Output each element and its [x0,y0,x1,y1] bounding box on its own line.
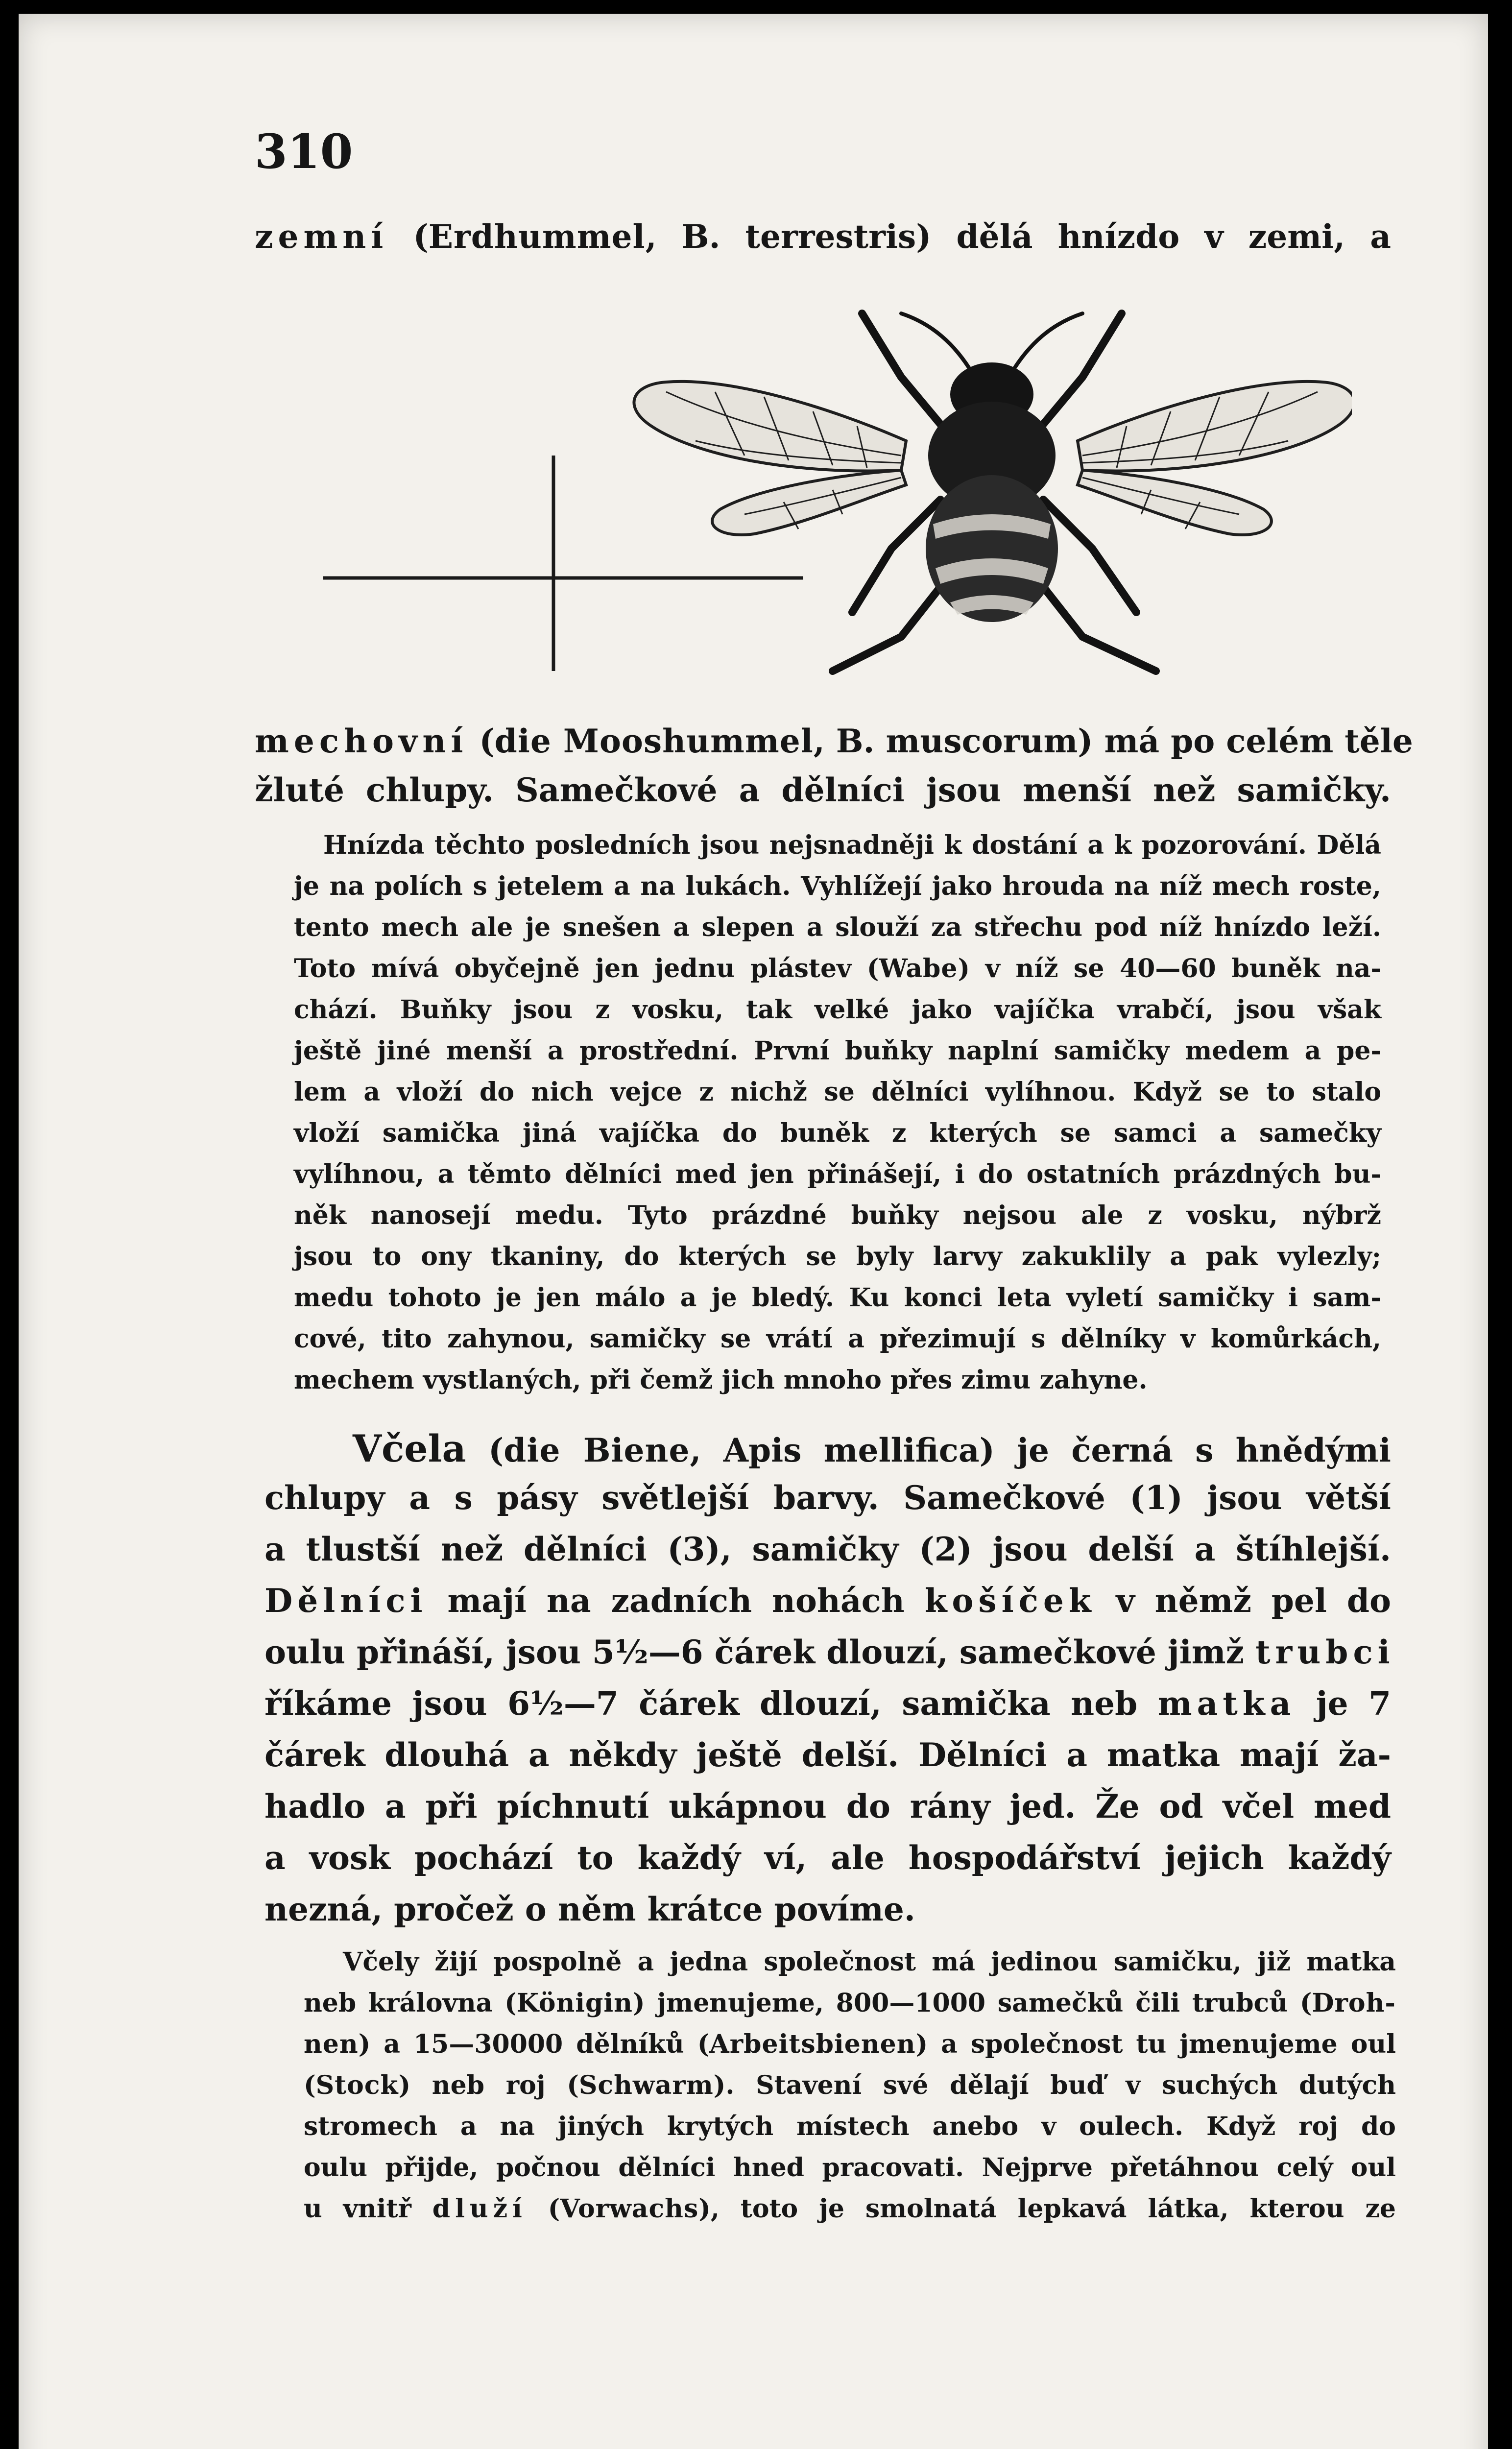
term-word: mechovní [255,722,468,760]
text-line: čárek dlouhá a někdy ještě delší. Dělníci a matka mají ža- [264,1736,1391,1774]
german-term: Stock [315,2070,399,2100]
text-line: vylíhnou, a těmto dělníci med jen přinášejí, i do ostatních prázdných bu- [294,1159,1381,1189]
size-marker-cross [323,456,803,671]
text-line: a vosk pochází to každý ví, ale hospodářství jejich každý [264,1839,1391,1877]
text-line: jsou to ony tkaniny, do kterých se byly larvy zakuklily a pak vylezly; [294,1242,1381,1272]
text-line: žluté chlupy. Samečkové a dělníci jsou menší než samičky. [255,771,1391,809]
text-line: chází. Buňky jsou z vosku, tak velké jako vajíčka vrabčí, jsou však [294,995,1381,1025]
left-wing [634,382,906,535]
right-wing [1078,382,1352,535]
term-word: dluží [432,2194,527,2224]
german-term: Vorwachs [560,2194,699,2224]
text-line: Dělníci mají na zadních nohách košíček v němž pel do [264,1582,1391,1620]
german-term: die Mooshummel [494,722,814,760]
text-line: hadlo a při píchnutí ukápnou do rány jed. Že od včel med [264,1787,1391,1825]
text-line: mechem vystlaných, při čemž jich mnoho přes zimu zahyne. [294,1365,1148,1395]
german-term: nen [304,2029,359,2059]
term-word: matka [1157,1684,1296,1723]
text-line: je na polích s jetelem a na lukách. Vyhlížejí jako hrouda na níž mech roste, [294,871,1381,901]
text-line: nezná, pročež o něm krátce povíme. [264,1890,915,1928]
german-term: Arbeitsbienen [709,2029,916,2059]
text-line: medu tohoto je jen málo a je bledý. Ku konci leta vyletí samičky i sam- [294,1283,1381,1313]
text-line: Včela (die Biene, Apis mellifica) je černá s hnědými [353,1427,1391,1470]
page-number: 310 [255,124,353,179]
text-line: cové, tito zahynou, samičky se vrátí a přezimují s dělníky v komůrkách, [294,1324,1381,1354]
term-word: Včela [353,1427,466,1470]
text-line: oulu přináší, jsou 5½—6 čárek dlouzí, samečkové jimž trubci [264,1633,1395,1671]
text-line: tento mech ale je snešen a slepen a slouží za střechu pod níž hnízdo leží. [294,912,1381,942]
text-line: Včely žijí pospolně a jedna společnost má jedinou samičku, již matka [343,1947,1396,1977]
german-term: Erdhummel [428,217,646,256]
text-line: říkáme jsou 6½—7 čárek dlouzí, samička neb matka je 7 [264,1684,1391,1723]
text-line: a tlustší než dělníci (3), samičky (2) jsou delší a štíhlejší. [264,1530,1391,1568]
text-line: něk nanosejí medu. Tyto prázdné buňky nejsou ale z vosku, nýbrž [294,1200,1381,1230]
text-line: u vnitř dluží (Vorwachs), toto je smolnatá lepkavá látka, kterou ze [304,2194,1396,2224]
term-word: zemní [255,217,388,256]
term-word: košíček [924,1582,1096,1620]
text-line: nen) a 15—30000 dělníků (Arbeitsbienen) a společnost tu jmenujeme oul [304,2029,1396,2059]
term-word: trubci [1255,1633,1395,1671]
term-word: Dělníci [264,1582,428,1620]
text-line: chlupy a s pásy světlejší barvy. Samečkové (1) jsou větší [264,1479,1391,1517]
text-line: Toto mívá obyčejně jen jednu plástev (Wabe) v níž se 40—60 buněk na- [294,954,1381,984]
german-term: die Biene [504,1431,690,1469]
text-line: mechovní (die Mooshummel, B. muscorum) má po celém těle [255,722,1413,760]
bumblebee-illustration [313,294,1352,681]
text-line: oulu přijde, počnou dělníci hned pracovati. Nejprve přetáhnou celý oul [304,2153,1396,2183]
text-line: Hnízda těchto posledních jsou nejsnadněji k dostání a k pozorování. Dělá [323,830,1381,860]
text-line: neb královna (Königin) jmenujeme, 800—1000 samečků čili trubců (Droh- [304,1988,1396,2018]
german-term: Wabe [879,954,958,984]
text-line: vloží samička jiná vajíčka do buněk z kterých se samci a samečky [294,1118,1381,1148]
text-line: stromech a na jiných krytých místech anebo v oulech. Když roj do [304,2112,1396,2141]
german-term: Schwarm [578,2070,714,2100]
text-line: (Stock) neb roj (Schwarm). Stavení své dělají buď v suchých dutých [304,2070,1396,2100]
german-term: Königin [516,1988,633,2018]
german-term: Droh- [1312,1988,1396,2018]
text-line: ještě jiné menší a prostřední. První buňky naplní samičky medem a pe- [294,1036,1381,1066]
text-line: zemní (Erdhummel, B. terrestris) dělá hnízdo v zemi, a [255,217,1391,256]
text-line: lem a vloží do nich vejce z nichž se dělníci vylíhnou. Když se to stalo [294,1077,1381,1107]
